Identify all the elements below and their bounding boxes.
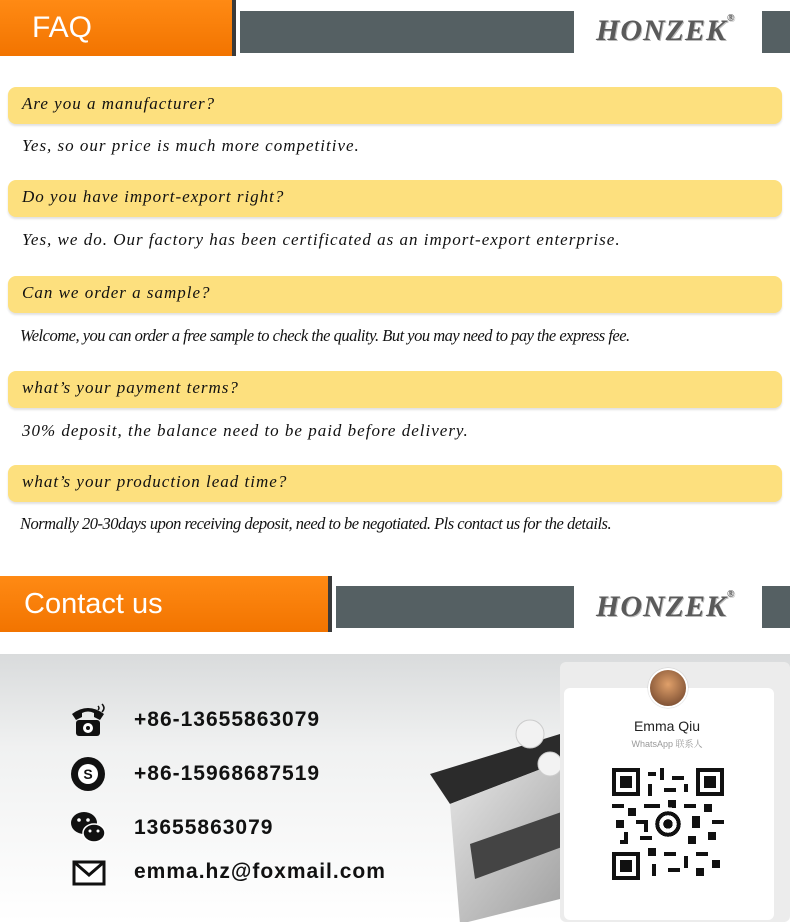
banner-bar [240,11,574,53]
contact-skype [0,754,440,794]
skype-icon [68,754,108,794]
brand-logo: HONZEK® [596,13,736,47]
faq-answer-5: Normally 20-30days upon receiving deposit, need to be negotiated. Pls contact us for the details. [20,514,612,533]
wechat-icon [68,808,108,848]
faq-question-2: Do you have import-export right? [8,180,782,217]
faq-answer-1: Yes, so our price is much more competitive. [22,136,360,155]
qr-code[interactable] [612,768,724,880]
contact-title: Contact us [24,588,163,620]
laptop-illustration [420,694,580,922]
banner-bar-end [762,586,790,628]
contact-phone [0,700,440,740]
contact-email [0,852,440,892]
faq-question-4: what’s your payment terms? [8,371,782,408]
faq-answer-2: Yes, we do. Our factory has been certificated as an import-export enterprise. [22,230,621,249]
faq-banner [0,0,790,60]
brand-logo: HONZEK® [596,589,736,623]
faq-question-1: Are you a manufacturer? [8,87,782,124]
faq-answer-3: Welcome, you can order a free sample to check the quality. But you may need to pay the express fee. [20,326,630,345]
skype-number[interactable]: +86-15968687519 [134,762,321,785]
contact-banner [0,576,790,636]
avatar [648,668,688,708]
banner-bar-end [762,11,790,53]
contact-wechat [0,808,440,848]
faq-title: FAQ [32,11,93,44]
telephone-icon [68,700,108,740]
email-address[interactable]: emma.hz@foxmail.com [134,860,386,883]
whatsapp-contact-subtitle: WhatsApp 联系人 [631,739,703,749]
mail-icon [68,852,108,892]
faq-question-5: what’s your production lead time? [8,465,782,502]
faq-question-3: Can we order a sample? [8,276,782,313]
whatsapp-contact-name: Emma Qiu [633,718,701,734]
wechat-id[interactable]: 13655863079 [134,816,274,839]
banner-bar [336,586,574,628]
phone-number[interactable]: +86-13655863079 [134,708,321,731]
contact-banner-tab [0,576,328,632]
faq-answer-4: 30% deposit, the balance need to be paid before delivery. [22,421,469,440]
faq-banner-tab [0,0,232,56]
svg-text:S: S [83,766,93,782]
